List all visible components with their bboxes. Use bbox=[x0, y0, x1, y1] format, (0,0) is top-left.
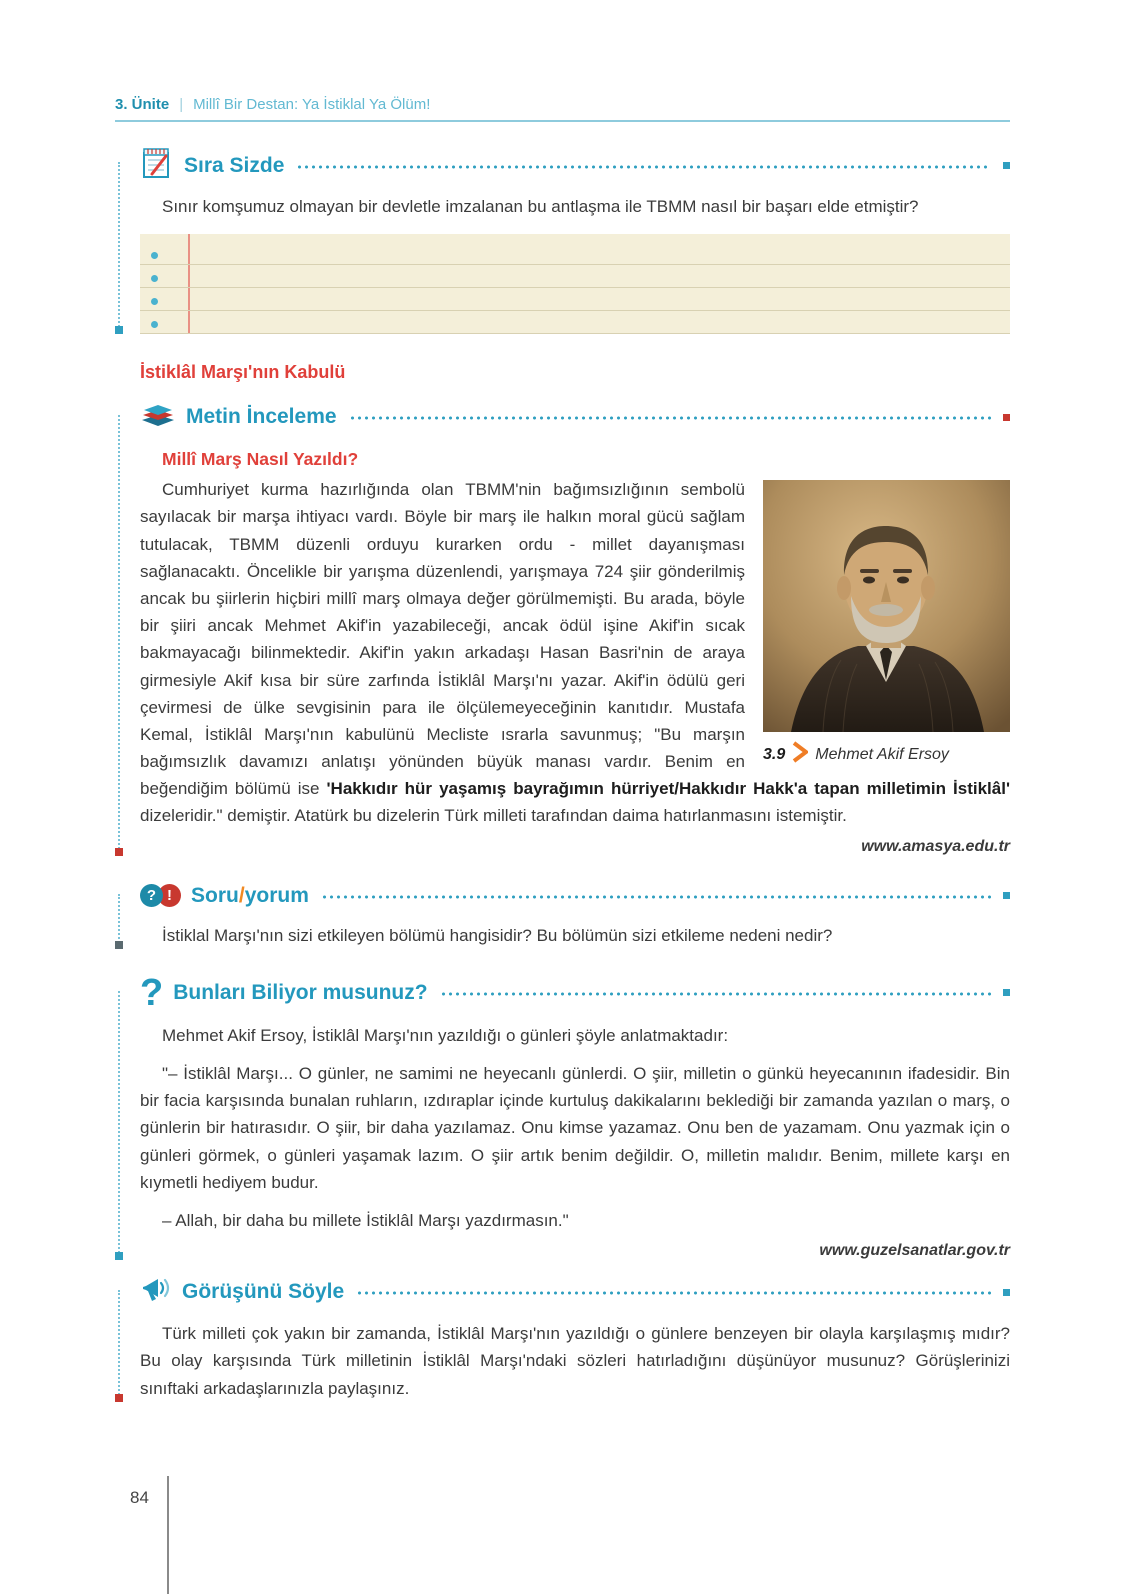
section-gorusunu-soyle bbox=[115, 1274, 1010, 1402]
section-title-row bbox=[140, 878, 1010, 914]
page-number: 84 bbox=[130, 1488, 149, 1507]
dotted-leader bbox=[349, 415, 991, 421]
chevron-right-icon bbox=[792, 741, 808, 768]
section-biliyor-musunuz bbox=[115, 971, 1010, 1260]
dotted-leader bbox=[321, 894, 991, 900]
answer-line bbox=[140, 265, 1010, 288]
question-bubble-icon: ? bbox=[140, 884, 163, 907]
line-bullet-dot bbox=[151, 275, 158, 282]
leader-end-square bbox=[1003, 989, 1010, 996]
heading-istiklal-kabul: İstiklâl Marşı'nın Kabulü bbox=[140, 362, 346, 383]
section-title-row bbox=[140, 1274, 1010, 1310]
books-stack-icon bbox=[140, 401, 176, 434]
line-bullet-dot bbox=[151, 321, 158, 328]
dotted-leader bbox=[440, 991, 991, 997]
exclamation-bubble-icon: ! bbox=[158, 884, 181, 907]
paragraph-bold-quote: 'Hakkıdır hür yaşamış bayrağımın hürriyet/Hakkıdır Hakk'a tapan milletimin İstiklâl' bbox=[326, 779, 1010, 799]
section-sira-sizde bbox=[115, 146, 1010, 334]
metin-body bbox=[140, 476, 1010, 855]
figure-caption-row bbox=[763, 741, 1010, 768]
leader-end-square bbox=[1003, 414, 1010, 421]
footer-vertical-rule bbox=[167, 1476, 169, 1594]
leader-end-square bbox=[1003, 1289, 1010, 1296]
answer-lines-area bbox=[140, 234, 1010, 334]
line-bullet-dot bbox=[151, 252, 158, 259]
unit-title: Millî Bir Destan: Ya İstiklal Ya Ölüm! bbox=[193, 96, 431, 113]
page-header bbox=[115, 96, 1010, 122]
section-title-row bbox=[140, 146, 1010, 185]
leader-end-square bbox=[1003, 162, 1010, 169]
section-title-metin-inceleme: Metin İnceleme bbox=[186, 405, 337, 429]
paragraph-text: Cumhuriyet kurma hazırlığında olan TBMM'nin bağımsızlığının sembolü sayılacak bir marşa ihtiyacı vardı. Böyle bir marş ile halkın moral gücü sağlam tutulacak, TBMM düzenli orduyu kurarken ordu - millet dayanışması sağlanacaktı. Öncelikle bir yarışma düzenlendi, yarışmaya 724 şiir gönderilmiş ancak bu şiirlerin hiçbiri millî marş olmaya değer görülmemişti. Bu arada, böyle bir şiiri ancak Mehmet Akif'in yazabileceği, ancak ödül işine Akif'in sıcak bakmayacağı bilinmektedir. Akif'in yakın arkadaşı Hasan Basri'nin de araya girmesiyle Akif kısa bir süre zarfında İstiklâl Marşı'nı yazar. Akif'in ödülü geri çevirmesi de ülke sevgisinin para ile ölçülemeyeceğinin kanıtıdır. Mustafa Kemal, İstiklâl Marşı'nın kabulünü Mecliste ısrarla savunmuş; "Bu marşın bağımsızlık davamızı anlatışı yönünden büyük manası vardır. Benim en beğendiğim bölümü ise bbox=[140, 480, 745, 799]
section-title-biliyor: Bunları Biliyor musunuz? bbox=[173, 980, 428, 1004]
question-exclamation-bubbles-icon bbox=[140, 884, 181, 907]
section-metin-inceleme bbox=[115, 399, 1010, 855]
gorusunu-soyle-text: Türk milleti çok yakın bir zamanda, İstiklâl Marşı'nın yazıldığı o günlere benzeyen bir olayla karşılaşmış mıdır? Bu olay karşısında Türk milletinin İstiklâl Marşı'ndaki sözleri hatırladığını düşünüyor musunuz? Görüşlerinizi sınıftaki arkadaşlarınızla paylaşınız. bbox=[140, 1324, 1010, 1398]
subheading-milli-mars: Millî Marş Nasıl Yazıldı? bbox=[162, 449, 359, 470]
line-bullet-dot bbox=[151, 298, 158, 305]
section-title-soru-yorum: Soru/yorum bbox=[191, 883, 309, 907]
answer-line bbox=[140, 242, 1010, 265]
leader-end-square bbox=[1003, 892, 1010, 899]
figure-mehmet-akif bbox=[763, 480, 1010, 768]
biliyor-quote-2: – Allah, bir daha bu millete İstiklâl Marşı yazdırmasın." bbox=[162, 1210, 569, 1230]
paragraph-text: dizeleridir." demiştir. Atatürk bu dizelerin Türk milleti tarafından daima hatırlanmasını istemiştir. bbox=[140, 806, 847, 826]
question-mark-icon: ? bbox=[140, 971, 164, 1014]
section-title-row bbox=[140, 399, 1010, 435]
source-url-guzelsanatlar: www.guzelsanatlar.gov.tr bbox=[819, 1242, 1010, 1260]
soru-yorum-question: İstiklal Marşı'nın sizi etkileyen bölümü hangisidir? Bu bölümün sizi etkileme nedeni nedir? bbox=[162, 925, 833, 945]
biliyor-quote-1: "– İstiklâl Marşı... O günler, ne samimi ne heyecanlı günlerdi. O şiir, milletin o günkü heyecanının ifadesidir. Bin bir facia karşısında bunalan ruhların, ızdıraplar içinde kurtuluş dakikalarını beklediği bir zamanda yazılan o marş, o günlerin bir hatırasıdır. O şiir, bir daha yazılamaz. Onu kimse yazamaz. Onu ben de yazamam. Onu yazmak için o günleri görmek, o günleri yaşamak lazım. O şiir artık benim değildir. O, milletin malıdır. Benim, millete karşı en kıymetli hediyem budur. bbox=[140, 1064, 1010, 1192]
megaphone-icon bbox=[140, 1276, 172, 1309]
sira-sizde-question: Sınır komşumuz olmayan bir devletle imzalanan bu antlaşma ile TBMM nasıl bir başarı elde etmiştir? bbox=[162, 197, 919, 216]
header-separator: | bbox=[179, 96, 184, 113]
notepad-pencil-icon bbox=[140, 146, 174, 185]
section-title-sira-sizde: Sıra Sizde bbox=[184, 153, 285, 177]
dotted-leader bbox=[356, 1290, 991, 1296]
answer-line bbox=[140, 311, 1010, 334]
dotted-leader bbox=[296, 164, 991, 170]
section-title-row bbox=[140, 971, 1010, 1014]
figure-number: 3.9 bbox=[763, 745, 786, 763]
answer-line bbox=[140, 288, 1010, 311]
figure-caption: Mehmet Akif Ersoy bbox=[815, 745, 949, 763]
mehmet-akif-ersoy-photo bbox=[763, 480, 1010, 732]
section-title-gorusunu-soyle: Görüşünü Söyle bbox=[182, 1280, 345, 1304]
biliyor-intro: Mehmet Akif Ersoy, İstiklâl Marşı'nın yazıldığı o günleri şöyle anlatmaktadır: bbox=[162, 1025, 729, 1045]
section-soru-yorum bbox=[115, 878, 1010, 949]
source-url-amasya: www.amasya.edu.tr bbox=[861, 837, 1010, 855]
unit-label: 3. Ünite bbox=[115, 96, 170, 113]
